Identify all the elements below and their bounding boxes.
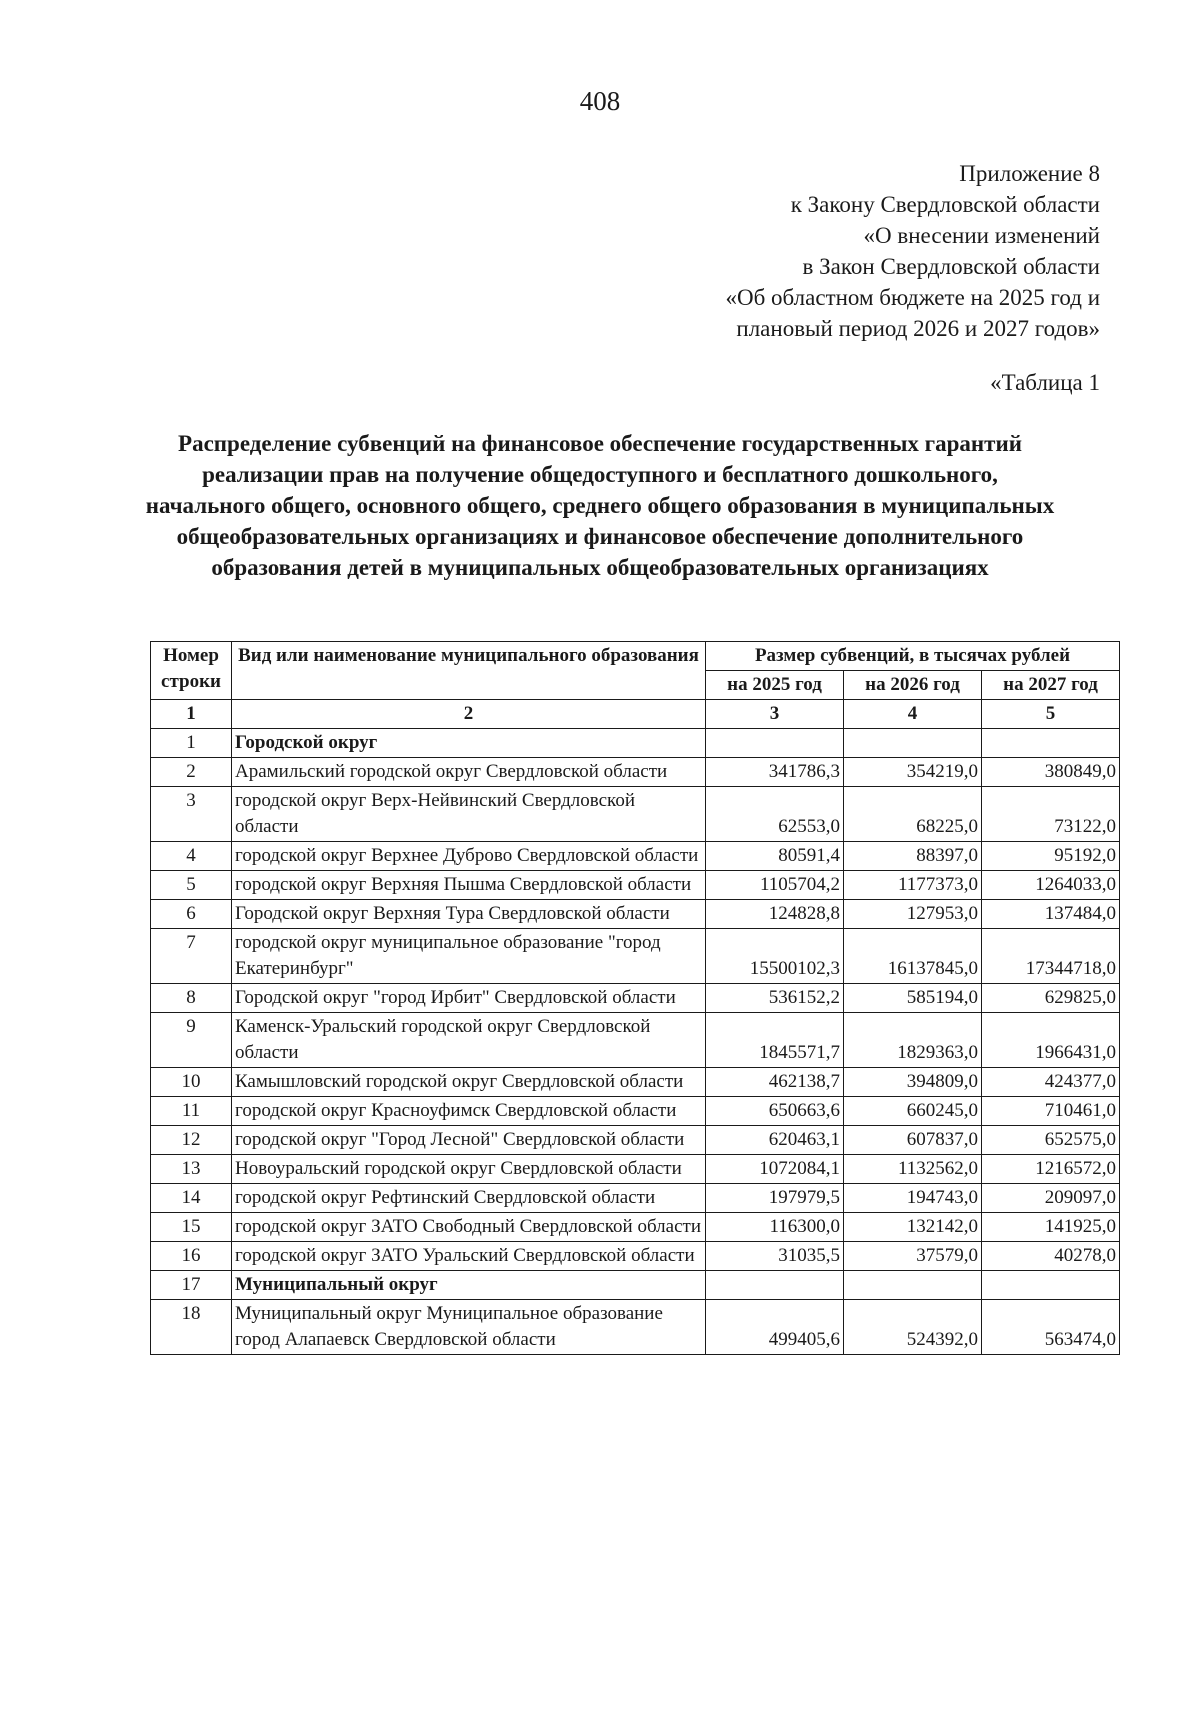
amount-2027-cell: 629825,0 bbox=[982, 984, 1120, 1013]
header-name: Вид или наименование муниципального образования bbox=[232, 642, 706, 700]
table-row bbox=[151, 1097, 1120, 1126]
amount-2027-cell: 1216572,0 bbox=[982, 1155, 1120, 1184]
header-year-2026: на 2026 год bbox=[844, 671, 982, 700]
amount-2027-cell: 652575,0 bbox=[982, 1126, 1120, 1155]
municipality-name-cell: Городской округ "город Ирбит" Свердловской области bbox=[232, 984, 706, 1013]
amount-2027-cell: 380849,0 bbox=[982, 758, 1120, 787]
amount-2027-cell: 563474,0 bbox=[982, 1300, 1120, 1355]
amount-2027-cell: 95192,0 bbox=[982, 842, 1120, 871]
table-row bbox=[151, 1242, 1120, 1271]
row-number-cell: 16 bbox=[151, 1242, 232, 1271]
municipality-name-cell: городской округ Рефтинский Свердловской области bbox=[232, 1184, 706, 1213]
row-number-cell: 2 bbox=[151, 758, 232, 787]
table-row bbox=[151, 1213, 1120, 1242]
annex-line: к Закону Свердловской области bbox=[790, 192, 1100, 217]
amount-2025-cell: 31035,5 bbox=[706, 1242, 844, 1271]
municipality-name-cell: городской округ Верх-Нейвинский Свердловской области bbox=[232, 787, 706, 842]
amount-2027-cell: 1264033,0 bbox=[982, 871, 1120, 900]
header-year-2027: на 2027 год bbox=[982, 671, 1120, 700]
table-row bbox=[151, 1068, 1120, 1097]
column-index: 1 bbox=[151, 700, 232, 729]
amount-2027-cell: 710461,0 bbox=[982, 1097, 1120, 1126]
section-row bbox=[151, 1271, 1120, 1300]
amount-2025-cell bbox=[706, 1271, 844, 1300]
municipality-name-cell: Каменск-Уральский городской округ Свердловской области bbox=[232, 1013, 706, 1068]
amount-2025-cell: 116300,0 bbox=[706, 1213, 844, 1242]
municipality-name-cell: городской округ муниципальное образование "город Екатеринбург" bbox=[232, 929, 706, 984]
column-index: 5 bbox=[982, 700, 1120, 729]
amount-2026-cell: 660245,0 bbox=[844, 1097, 982, 1126]
row-number-cell: 1 bbox=[151, 729, 232, 758]
amount-2026-cell: 132142,0 bbox=[844, 1213, 982, 1242]
amount-2027-cell: 1966431,0 bbox=[982, 1013, 1120, 1068]
amount-2025-cell: 15500102,3 bbox=[706, 929, 844, 984]
amount-2025-cell: 1105704,2 bbox=[706, 871, 844, 900]
municipality-name-cell: Арамильский городской округ Свердловской области bbox=[232, 758, 706, 787]
amount-2026-cell: 1177373,0 bbox=[844, 871, 982, 900]
header-year-2025: на 2025 год bbox=[706, 671, 844, 700]
table-row bbox=[151, 1155, 1120, 1184]
amount-2026-cell: 607837,0 bbox=[844, 1126, 982, 1155]
municipality-name-cell: Муниципальный округ bbox=[232, 1271, 706, 1300]
table-row bbox=[151, 1013, 1120, 1068]
municipality-name-cell: Городской округ bbox=[232, 729, 706, 758]
row-number-cell: 17 bbox=[151, 1271, 232, 1300]
amount-2026-cell: 1829363,0 bbox=[844, 1013, 982, 1068]
amount-2026-cell: 194743,0 bbox=[844, 1184, 982, 1213]
annex-line: «О внесении изменений bbox=[863, 223, 1100, 248]
table-row bbox=[151, 1126, 1120, 1155]
row-number-cell: 18 bbox=[151, 1300, 232, 1355]
annex-block bbox=[725, 158, 1100, 344]
table-row bbox=[151, 842, 1120, 871]
amount-2026-cell: 354219,0 bbox=[844, 758, 982, 787]
table-row bbox=[151, 900, 1120, 929]
header-amount-group: Размер субвенций, в тысячах рублей bbox=[706, 642, 1120, 671]
municipality-name-cell: городской округ ЗАТО Уральский Свердловской области bbox=[232, 1242, 706, 1271]
municipality-name-cell: городской округ Верхняя Пышма Свердловской области bbox=[232, 871, 706, 900]
amount-2025-cell: 462138,7 bbox=[706, 1068, 844, 1097]
amount-2027-cell: 40278,0 bbox=[982, 1242, 1120, 1271]
amount-2027-cell: 141925,0 bbox=[982, 1213, 1120, 1242]
column-index: 3 bbox=[706, 700, 844, 729]
amount-2027-cell: 17344718,0 bbox=[982, 929, 1120, 984]
amount-2027-cell: 209097,0 bbox=[982, 1184, 1120, 1213]
municipality-name-cell: Камышловский городской округ Свердловской области bbox=[232, 1068, 706, 1097]
table-row bbox=[151, 984, 1120, 1013]
amount-2027-cell: 73122,0 bbox=[982, 787, 1120, 842]
section-row bbox=[151, 729, 1120, 758]
annex-line: в Закон Свердловской области bbox=[802, 254, 1100, 279]
row-number-cell: 14 bbox=[151, 1184, 232, 1213]
row-number-cell: 4 bbox=[151, 842, 232, 871]
amount-2027-cell bbox=[982, 729, 1120, 758]
municipality-name-cell: городской округ "Город Лесной" Свердловской области bbox=[232, 1126, 706, 1155]
amount-2025-cell: 197979,5 bbox=[706, 1184, 844, 1213]
table-row bbox=[151, 871, 1120, 900]
amount-2026-cell: 585194,0 bbox=[844, 984, 982, 1013]
amount-2026-cell: 37579,0 bbox=[844, 1242, 982, 1271]
amount-2026-cell: 1132562,0 bbox=[844, 1155, 982, 1184]
amount-2025-cell: 341786,3 bbox=[706, 758, 844, 787]
amount-2025-cell: 1845571,7 bbox=[706, 1013, 844, 1068]
amount-2025-cell: 650663,6 bbox=[706, 1097, 844, 1126]
row-number-cell: 3 bbox=[151, 787, 232, 842]
amount-2026-cell: 88397,0 bbox=[844, 842, 982, 871]
row-number-cell: 9 bbox=[151, 1013, 232, 1068]
header-row-number: Номер строки bbox=[151, 642, 232, 700]
municipality-name-cell: городской округ Красноуфимск Свердловской области bbox=[232, 1097, 706, 1126]
amount-2026-cell bbox=[844, 1271, 982, 1300]
column-index: 2 bbox=[232, 700, 706, 729]
row-number-cell: 15 bbox=[151, 1213, 232, 1242]
table-row bbox=[151, 929, 1120, 984]
column-index: 4 bbox=[844, 700, 982, 729]
table-row bbox=[151, 1184, 1120, 1213]
row-number-cell: 7 bbox=[151, 929, 232, 984]
row-number-cell: 11 bbox=[151, 1097, 232, 1126]
municipality-name-cell: Городской округ Верхняя Тура Свердловской области bbox=[232, 900, 706, 929]
row-number-cell: 12 bbox=[151, 1126, 232, 1155]
municipality-name-cell: городской округ Верхнее Дуброво Свердловской области bbox=[232, 842, 706, 871]
amount-2025-cell: 536152,2 bbox=[706, 984, 844, 1013]
amount-2025-cell: 124828,8 bbox=[706, 900, 844, 929]
amount-2027-cell: 424377,0 bbox=[982, 1068, 1120, 1097]
amount-2025-cell: 1072084,1 bbox=[706, 1155, 844, 1184]
row-number-cell: 5 bbox=[151, 871, 232, 900]
municipality-name-cell: городской округ ЗАТО Свободный Свердловской области bbox=[232, 1213, 706, 1242]
amount-2026-cell: 127953,0 bbox=[844, 900, 982, 929]
row-number-cell: 6 bbox=[151, 900, 232, 929]
amount-2026-cell: 524392,0 bbox=[844, 1300, 982, 1355]
subsidy-table bbox=[150, 641, 1120, 1355]
amount-2025-cell bbox=[706, 729, 844, 758]
municipality-name-cell: Муниципальный округ Муниципальное образование город Алапаевск Свердловской области bbox=[232, 1300, 706, 1355]
amount-2025-cell: 80591,4 bbox=[706, 842, 844, 871]
table-reference: «Таблица 1 bbox=[990, 370, 1100, 395]
amount-2025-cell: 620463,1 bbox=[706, 1126, 844, 1155]
amount-2026-cell: 68225,0 bbox=[844, 787, 982, 842]
table-row bbox=[151, 787, 1120, 842]
row-number-cell: 10 bbox=[151, 1068, 232, 1097]
amount-2026-cell: 16137845,0 bbox=[844, 929, 982, 984]
annex-line: Приложение 8 bbox=[959, 161, 1100, 186]
municipality-name-cell: Новоуральский городской округ Свердловской области bbox=[232, 1155, 706, 1184]
page-number: 408 bbox=[579, 86, 621, 116]
document-title: Распределение субвенций на финансовое обеспечение государственных гарантий реализации прав на получение общедоступного и бесплатного дошкольного, начального общего, основного общего, среднего общего образования в муниципальных общеобразовательных организациях и финансовое обеспечение дополнительного образования детей в муниципальных общеобразовательных организациях bbox=[145, 431, 1055, 580]
amount-2027-cell bbox=[982, 1271, 1120, 1300]
table-row bbox=[151, 758, 1120, 787]
annex-line: плановый период 2026 и 2027 годов» bbox=[736, 316, 1100, 341]
table-row bbox=[151, 1300, 1120, 1355]
table-body bbox=[151, 729, 1120, 1355]
amount-2025-cell: 62553,0 bbox=[706, 787, 844, 842]
amount-2027-cell: 137484,0 bbox=[982, 900, 1120, 929]
annex-line: «Об областном бюджете на 2025 год и bbox=[725, 285, 1100, 310]
amount-2026-cell bbox=[844, 729, 982, 758]
amount-2026-cell: 394809,0 bbox=[844, 1068, 982, 1097]
row-number-cell: 8 bbox=[151, 984, 232, 1013]
row-number-cell: 13 bbox=[151, 1155, 232, 1184]
amount-2025-cell: 499405,6 bbox=[706, 1300, 844, 1355]
